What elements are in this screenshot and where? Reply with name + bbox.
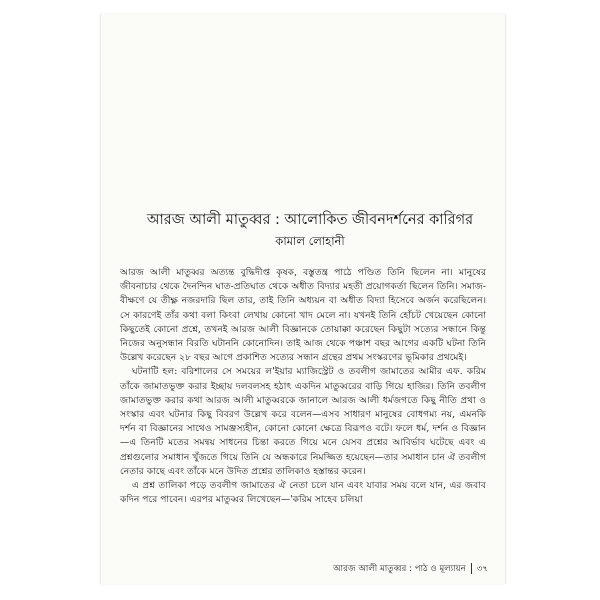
paragraph-1: আরজ আলী মাতুব্বর অত্যন্ত বুদ্ধিদীপ্ত কৃষক, বস্তুতন্ত্র পাঠে পণ্ডিত তিনি ছিলেন না। মানুষের জীবনাচার থেকে দৈনন্দিন ঘাত-প্রতিঘাত থেকে অধীত বিদ্যার মহতী প্রয়োগকর্তা ছিলেন তিনি। সমাজ-বীক্ষণে যে তীক্ষ্ণ নজরদারি ছিল তার, তাই তিনি অধ্যয়ন বা অধীত বিদ্যা হিসেবে অর্জন করেছিলেন। সে কারণেই তাঁর কথা বলা কিংবা লেখায় কোনো খাদ মেলে না। যখনই তিনি হোঁচট খেয়েছেন কোনো কিছুতেই কোনো প্রশ্নে, তখনই আরজ আলী বিজ্ঞানকে তোয়াক্কা করেছেন কিছুটা সত্যের সন্ধানে কিন্তু নিজের অনুসন্ধান বিরতি ঘটাননি কোনোদিন। তাই আজ থেকে পঞ্চাশ বছর আগের একটি ঘটনা তিনি উল্লেখ করেছেন ২৮ বছর আগে প্রকাশিত সত্যের সন্ধান গ্রন্থের প্রথম সংস্করণের ভূমিকার প্রথমেই। — [120, 267, 486, 364]
page-footer — [300, 562, 488, 576]
paragraph-3: এ প্রশ্ন তালিকা পড়ে তবলীগ জামাতের ঐ নেতা চলে যান এবং যাবার সময় বলে যান, এর জবাব কদিন পরে পাবেন। এরপর মাতুব্বর লিখেছেন—'করিম সাহেব চলিয়া — [120, 480, 486, 506]
page-number: ৩৭ — [476, 564, 488, 574]
author-name: কামাল লোহানী — [275, 234, 345, 248]
running-title: আরজ আলী মাতুব্বর : পাঠ ও মূল্যায়ন — [333, 564, 466, 574]
paragraph-2: ঘটনাটি হল: বরিশালের সে সময়ের ল'ইয়ার ম্যাজিস্ট্রেট ও তবলীগ জামাতের আমীর এফ. করিম তাঁকে জামাতভুক্ত করার ইচ্ছায় দলবলসহ হঠাৎ একদিন মাতুব্বরের বাড়ি গিয়ে হাজির। তিনি তবলীগ জামাতভুক্ত করার কথা আরজ আলী মাতুব্বরকে জানালে আরজ আলী ধর্মজগতে কিছু নীতি প্রথা ও সংস্কার এবং ঘটনার কিছু বিবরণ উল্লেখ করে বলেন—এসব সাধারণ মানুষের বোধগম্য নয়, এমনকি দর্শন বা বিজ্ঞানের সাথেও সামঞ্জস্যহীন, কোনো কোনো ক্ষেত্রে বিরূপও বটে। ফলে ধর্ম, দর্শন ও বিজ্ঞান—এ তিনটি মতের সমন্বয় সাধনের চিন্তা করতে গিয়ে মনে যেসব প্রশ্নের আবির্ভাব ঘটেছে এবং এ প্রশ্নগুলোর সমাধান খুঁজতে গিয়ে তিনি যে অন্ধকারে নিমজ্জিত হয়েছেন—তার সমাধান চান ঐ তবলীগ নেতার কাছে এবং তাঁকে মনে উদিত প্রশ্নের তালিকাও হস্তান্তর করেন। — [120, 366, 486, 477]
article-body — [120, 266, 486, 507]
footer-divider — [471, 563, 472, 574]
article-title: আরজ আলী মাতুব্বর : আলোকিত জীবনদর্শনের কারিগর — [146, 212, 474, 228]
